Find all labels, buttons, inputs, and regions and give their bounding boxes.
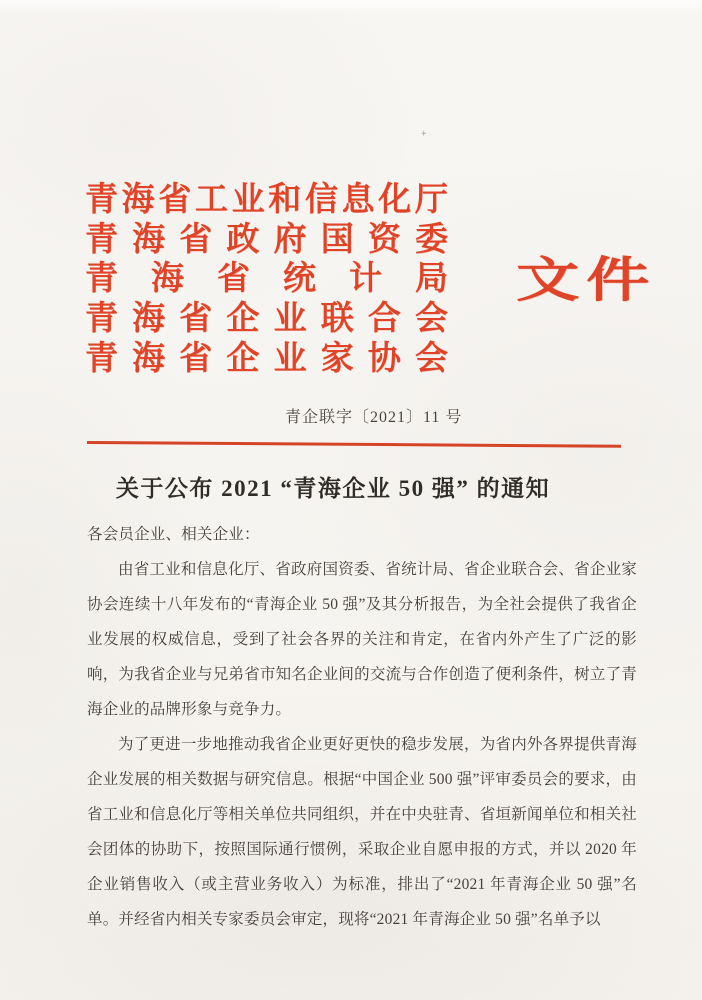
stray-scan-mark: + bbox=[421, 129, 427, 139]
document-body bbox=[87, 517, 637, 937]
agency-line: 青 海 省 企 业 联 合 会 bbox=[85, 299, 448, 337]
doc-number: 青企联字〔2021〕11 号 bbox=[285, 409, 463, 426]
document-title: 关于公布 2021 “青海企业 50 强” 的通知 bbox=[115, 476, 551, 501]
letterhead-agencies bbox=[85, 179, 448, 377]
agency-line: 青 海 省 政 府 国 资 委 bbox=[85, 219, 448, 257]
body-paragraph: 由省工业和信息化厅、省政府国资委、省统计局、省企业联合会、省企业家协会连续十八年发布的“青海企业 50 强”及其分析报告，为全社会提供了我省企业发展的权威信息，受到了社会各界的关注和肯定，在省内外产生了广泛的影响，为我省企业与兄弟省市知名企业间的交流与合作创造了便利条件，树立了青海企业的品牌形象与竞争力。 bbox=[87, 561, 637, 718]
red-divider-line bbox=[87, 441, 621, 448]
agency-line: 青 海 省 工 业 和 信 息 化 厅 bbox=[85, 180, 448, 218]
body-paragraph: 为了更进一步地推动我省企业更好更快的稳步发展，为省内外各界提供青海企业发展的相关数据与研究信息。根据“中国企业 500 强”评审委员会的要求，由省工业和信息化厅等相关单位共同组织，并在中央驻青、省垣新闻单位和相关社会团体的协助下，按照国际通行惯例，采取企业自愿申报的方式，并以 2020 年企业销售收入（或主营业务收入）为标准，排出了“2021 年青海企业 50 强”名单。并经省内相关专家委员会审定，现将“2021 年青海企业 50 强”名单予以 bbox=[87, 736, 637, 928]
agency-line: 青 海 省 统 计 局 bbox=[85, 259, 448, 297]
agency-line: 青 海 省 企 业 家 协 会 bbox=[85, 338, 448, 376]
salutation: 各会员企业、相关企业： bbox=[87, 526, 260, 543]
body-paragraphs bbox=[87, 552, 637, 937]
doc-type-label: 文件 bbox=[516, 254, 656, 307]
